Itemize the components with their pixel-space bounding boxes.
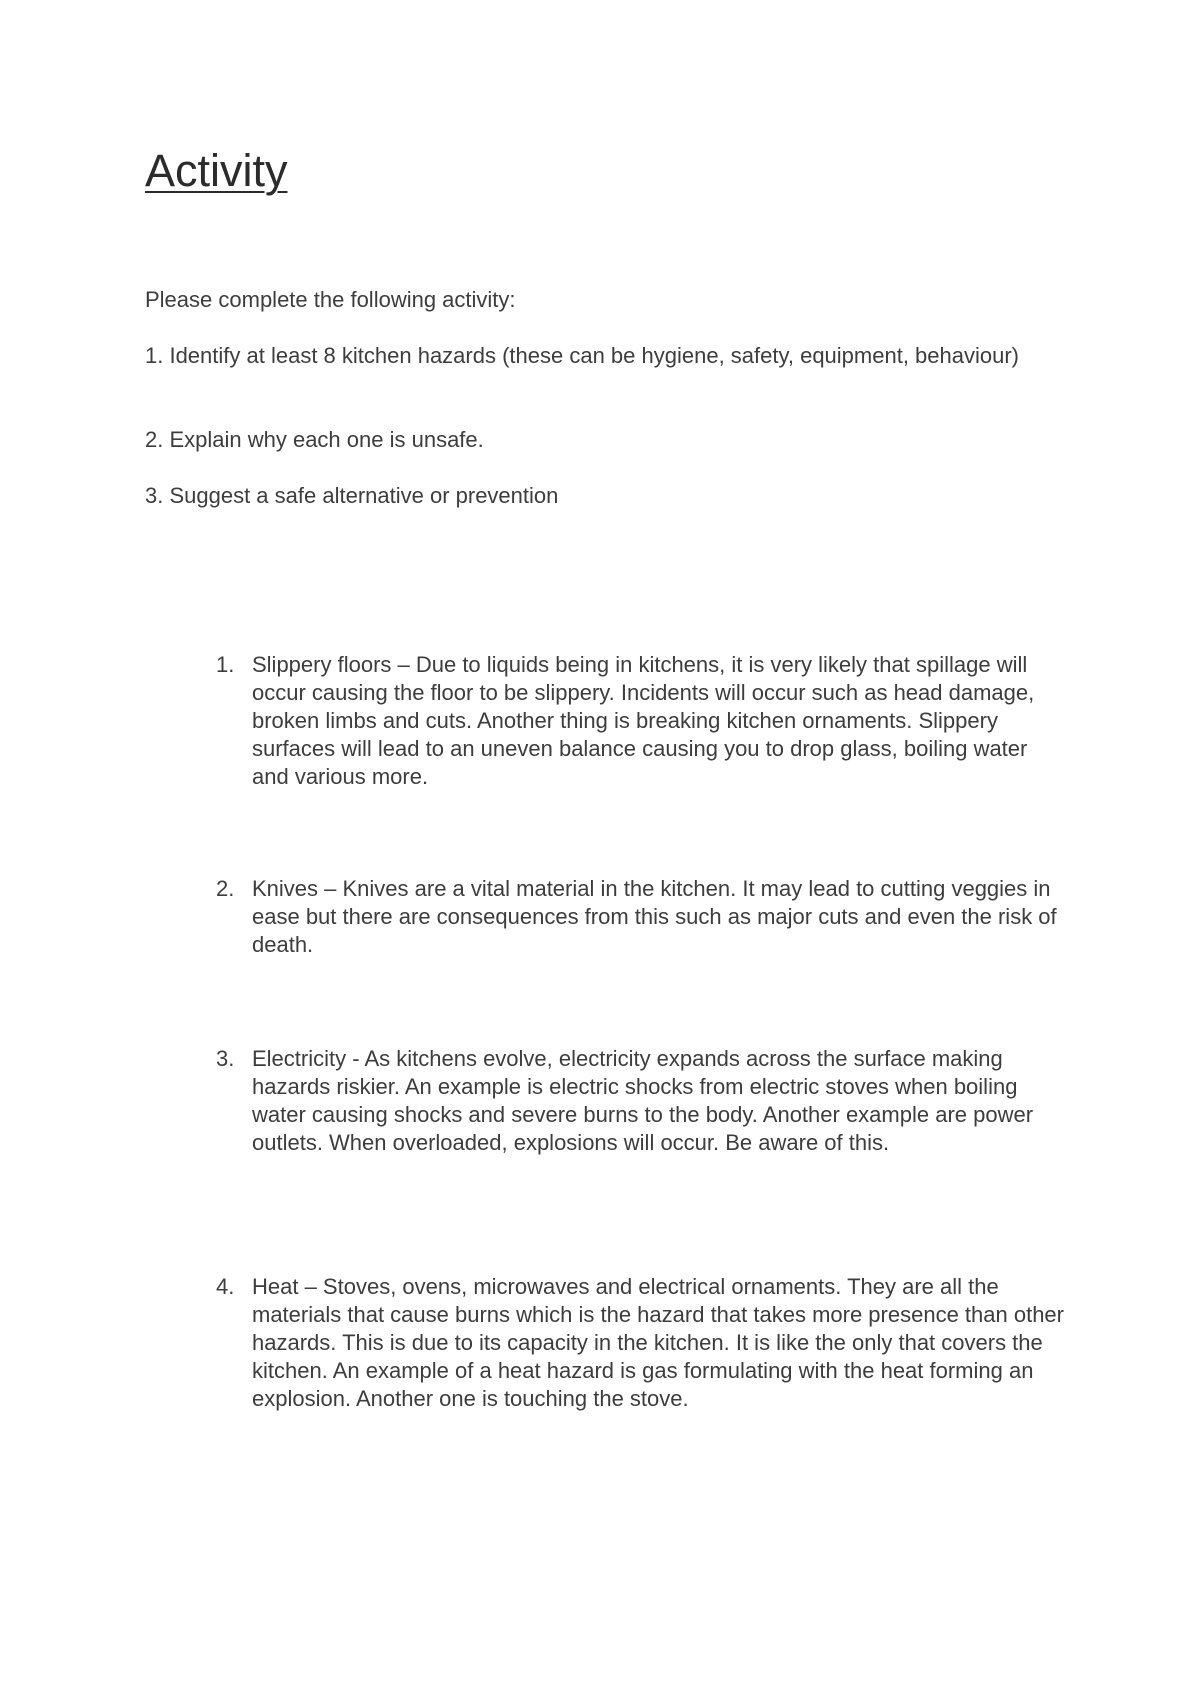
hazard-number: 2. [216, 876, 235, 901]
intro-step-3: 3. Suggest a safe alternative or prevention [145, 483, 559, 508]
hazard-number: 4. [216, 1274, 235, 1299]
hazard-text: Electricity - As kitchens evolve, electricity expands across the surface making hazards riskier. An example is electric shocks from electric stoves when boiling water causing shocks and severe burns to the body. Another example are power outlets. When overloaded, explosions will occur. Be aware of this. [252, 1046, 1034, 1155]
hazard-text: Knives – Knives are a vital material in the kitchen. It may lead to cutting veggies in ease but there are consequences from this such as major cuts and even the risk of death. [252, 876, 1057, 957]
hazard-text: Heat – Stoves, ovens, microwaves and electrical ornaments. They are all the materials that cause burns which is the hazard that takes more presence than other hazards. This is due to its capacity in the kitchen. It is like the only that covers the kitchen. An example of a heat hazard is gas formulating with the heat forming an explosion. Another one is touching the stove. [252, 1274, 1064, 1411]
intro-lead: Please complete the following activity: [145, 287, 516, 312]
hazard-number: 3. [216, 1046, 235, 1071]
hazard-text: Slippery floors – Due to liquids being in kitchens, it is very likely that spillage will occur causing the floor to be slippery. Incidents will occur such as head damage, broken limbs and cuts. Another thing is breaking kitchen ornaments. Slippery surfaces will lead to an uneven balance causing you to drop glass, boiling water and various more. [252, 652, 1035, 789]
hazard-item-heat [216, 1273, 1066, 1413]
hazard-item-knives [216, 875, 1066, 959]
hazard-item-slippery-floors [216, 651, 1066, 791]
hazard-item-electricity [216, 1045, 1066, 1157]
intro-step-1: 1. Identify at least 8 kitchen hazards (these can be hygiene, safety, equipment, behaviour) [145, 343, 1020, 368]
intro-step-2: 2. Explain why each one is unsafe. [145, 427, 484, 452]
page-title: Activity [145, 145, 288, 196]
hazard-number: 1. [216, 652, 235, 677]
